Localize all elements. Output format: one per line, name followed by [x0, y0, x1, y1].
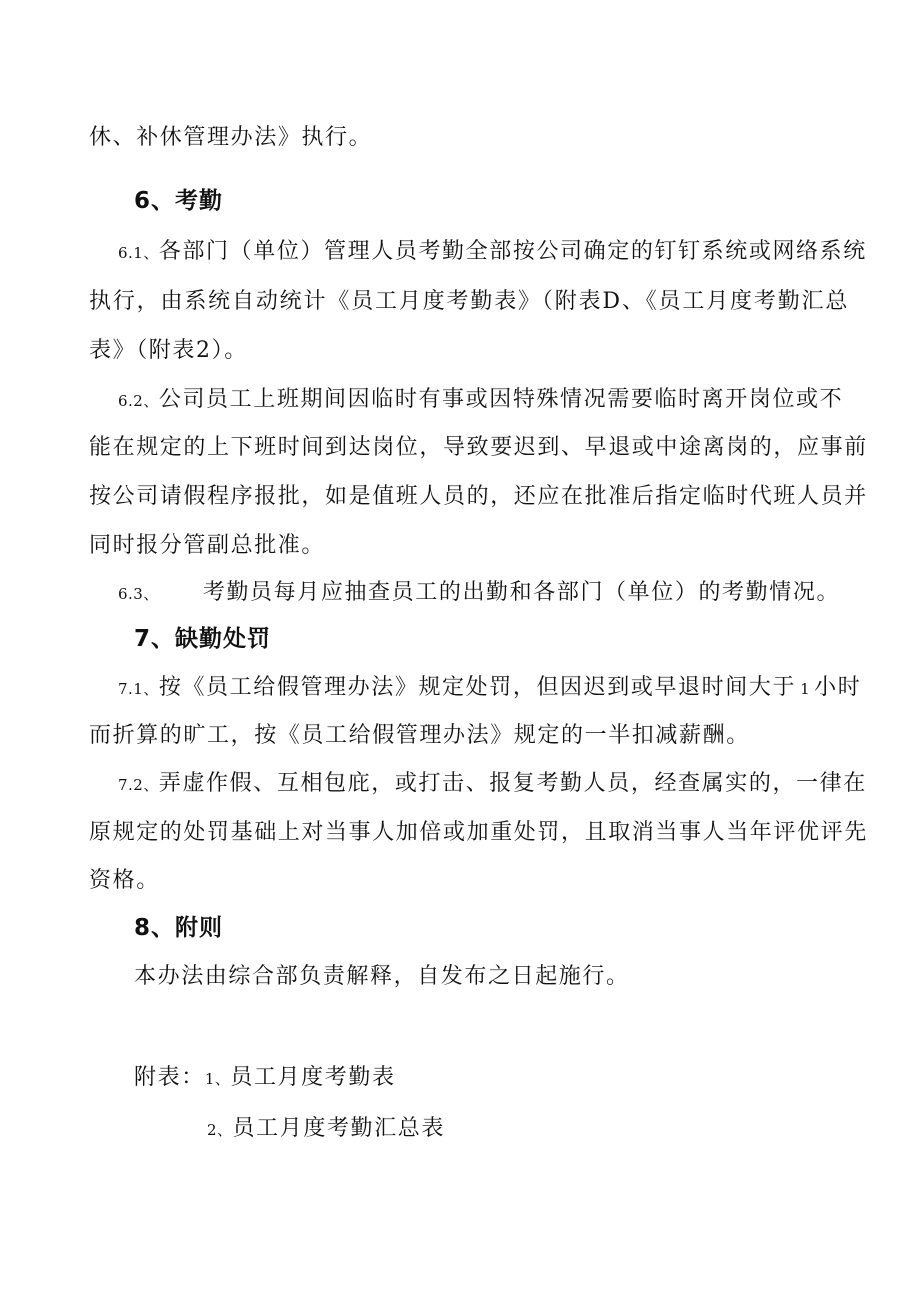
- clause-text: 弄虚作假、互相包庇，或打击、报复考勤人员，经查属实的，一律在: [158, 771, 867, 796]
- section-6-1-line-1: [118, 237, 867, 268]
- section-6-1-line-3: 表》（附表2）。: [89, 338, 248, 363]
- clause-text: 考勤员每月应抽查员工的出勤和各部门（单位）的考勤情况。: [202, 580, 841, 605]
- clause-text: 各部门（单位）管理人员考勤全部按公司确定的钉钉系统或网络系统: [158, 239, 867, 264]
- section-8-heading: 8、附则: [134, 915, 224, 941]
- clause-number: 7.1、: [118, 680, 159, 698]
- section-7-1-line-2: 而折算的旷工，按《员工给假管理办法》规定的一半扣减薪酬。: [89, 723, 750, 748]
- section-7-2-line-1: [118, 769, 867, 800]
- section-6-2-line-2: 能在规定的上下班时间到达岗位，导致要迟到、早退或中途离岗的，应事前: [89, 435, 868, 460]
- appendix-item-1: [134, 1063, 396, 1094]
- section-7-heading: 7、缺勤处罚: [134, 626, 272, 652]
- section-6-2-line-1: [118, 385, 843, 416]
- continuation-text: 休、补休管理办法》执行。: [89, 125, 373, 150]
- clause-text: 按《员工给假管理办法》规定处罚，但因迟到或早退时间大于: [158, 675, 797, 700]
- clause-number: 6.2、: [118, 392, 159, 410]
- clause-text: 公司员工上班期间因临时有事或因特殊情况需要临时离开岗位或不: [158, 387, 844, 412]
- clause-number: 6.1、: [118, 244, 159, 262]
- section-6-2-line-3: 按公司请假程序报批，如是值班人员的，还应在批准后指定临时代班人员并: [89, 484, 868, 509]
- clause-number: 7.2、: [118, 776, 159, 794]
- appendix-item-2-number: 2、: [207, 1121, 233, 1139]
- section-7-2-line-2: 原规定的处罚基础上对当事人加倍或加重处罚，且取消当事人当年评优评先: [89, 820, 868, 845]
- clause-number: 6.3、: [118, 585, 159, 603]
- section-7-2-line-3: 资格。: [89, 868, 160, 893]
- section-6-2-line-4: 同时报分管副总批准。: [89, 533, 326, 558]
- appendix-item-1-number: 1、: [204, 1070, 231, 1088]
- section-6-heading: 6、考勤: [134, 188, 224, 214]
- appendix-item-1-text: 员工月度考勤表: [230, 1065, 396, 1090]
- section-6-1-line-2: 执行，由系统自动统计《员工月度考勤表》（附表D、《员工月度考勤汇总: [89, 289, 849, 314]
- section-8-body: 本办法由综合部负责解释，自发布之日起施行。: [134, 964, 630, 989]
- appendix-item-2-text: 员工月度考勤汇总表: [232, 1116, 445, 1141]
- section-6-3-line-1: [118, 578, 840, 609]
- clause-number-inline: 1: [800, 680, 811, 698]
- section-7-1-line-1: [118, 673, 861, 704]
- appendix-item-2: [207, 1114, 445, 1145]
- clause-text: 小时: [814, 675, 862, 700]
- appendix-label: 附表：: [134, 1065, 205, 1090]
